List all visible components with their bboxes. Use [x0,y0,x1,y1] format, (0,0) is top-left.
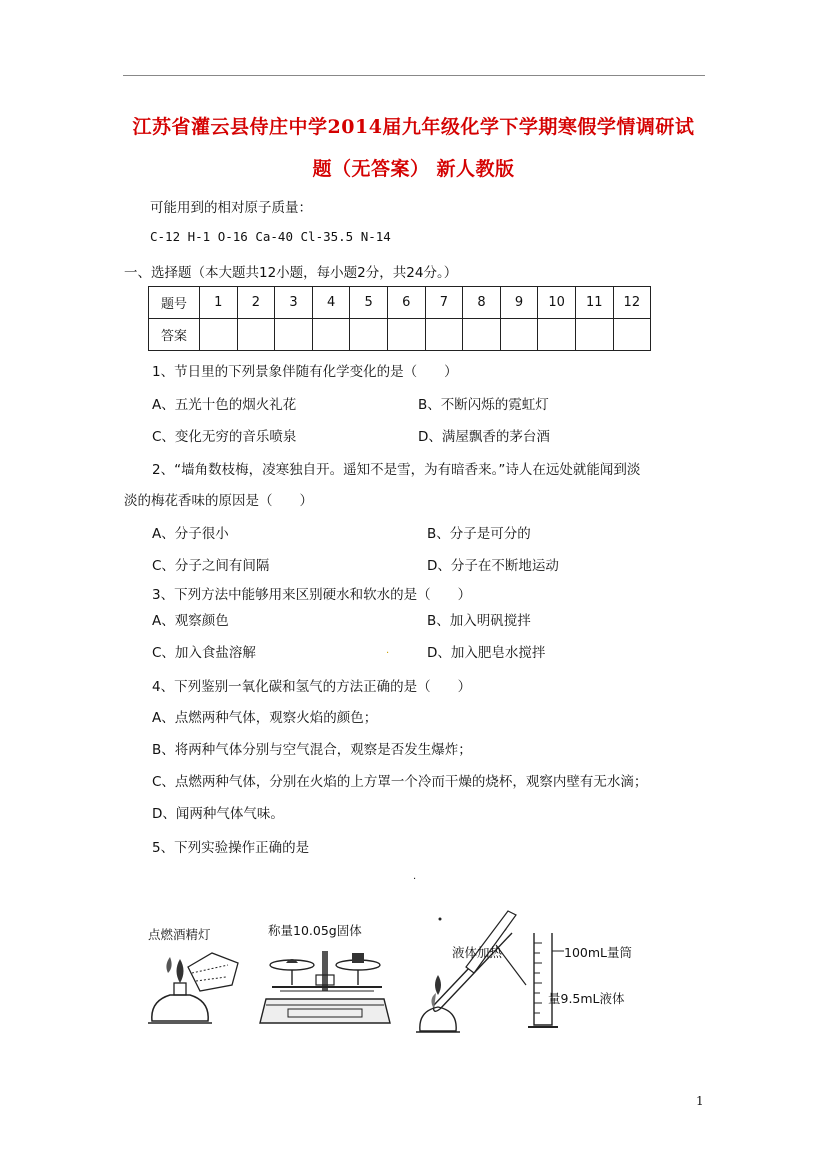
answer-table-answer-row [149,319,651,351]
q1-option-b: B、不断闪烁的霓虹灯 [418,397,549,413]
q4-stem: 4、下列鉴别一氧化碳和氢气的方法正确的是（ ） [152,679,472,695]
q2-stem-line1: 2、“墙角数枝梅，凌寒独自开。遥知不是雪，为有暗香来。”诗人在远处就能闻到淡 [152,462,641,478]
answer-table-number-row [149,287,651,319]
stray-dot: . [413,871,417,882]
answer-table-number: 5 [350,287,388,319]
q1-option-d: D、满屋飘香的茅台酒 [418,429,550,445]
atomic-mass-label: 可能用到的相对原子质量： [150,200,312,216]
graduated-cylinder-figure [524,929,564,1035]
answer-table-number: 11 [575,287,613,319]
answer-table-number: 7 [425,287,463,319]
alcohol-lamp-lighting-figure [140,943,250,1033]
balance-figure [258,939,398,1035]
fig-a-caption: 点燃酒精灯 [148,927,211,942]
q4-option-a: A、点燃两种气体，观察火焰的颜色； [152,710,378,726]
q2-option-b: B、分子是可分的 [427,526,531,542]
answer-table-number: 12 [613,287,651,319]
answer-cell[interactable] [387,319,425,351]
atomic-mass-values: C-12 H-1 O-16 Ca-40 Cl-35.5 N-14 [150,229,391,244]
answer-table [148,286,651,351]
q2-option-d: D、分子在不断地运动 [427,558,559,574]
q4-option-c: C、点燃两种气体，分别在火焰的上方罩一个冷而干燥的烧杯，观察内壁有无水滴； [152,774,648,790]
page-number: 1 [696,1094,704,1108]
q1-option-a: A、五光十色的烟火礼花 [152,397,297,413]
answer-table-number: 1 [200,287,238,319]
fig-c-caption: 液体加热 [452,945,503,960]
answer-table-number: 6 [387,287,425,319]
answer-table-number: 9 [500,287,538,319]
q4-option-d: D、闻两种气体气味。 [152,806,284,822]
answer-table-number-header: 题号 [149,287,200,319]
answer-cell[interactable] [425,319,463,351]
q4-option-b: B、将两种气体分别与空气混合，观察是否发生爆炸； [152,742,472,758]
header-rule [123,75,705,76]
q3-stem: 3、下列方法中能够用来区别硬水和软水的是（ ） [152,587,472,603]
test-tube-heating-figure [404,905,534,1035]
q1-stem: 1、节日里的下列景象伴随有化学变化的是（ ） [152,364,458,380]
answer-table-number: 4 [312,287,350,319]
q2-option-a: A、分子很小 [152,526,229,542]
answer-table-number: 2 [237,287,275,319]
q2-stem-line2: 淡的梅花香味的原因是（ ） [124,493,313,509]
fig-d-caption-top: 100mL量筒 [564,945,632,960]
answer-cell[interactable] [200,319,238,351]
answer-cell[interactable] [613,319,651,351]
answer-cell[interactable] [237,319,275,351]
answer-table-number: 3 [275,287,313,319]
answer-cell[interactable] [312,319,350,351]
answer-cell[interactable] [350,319,388,351]
document-title-line2: 题（无答案） 新人教版 [312,158,515,180]
q2-option-c: C、分子之间有间隔 [152,558,270,574]
answer-cell[interactable] [500,319,538,351]
fig-b-caption: 称量10.05g固体 [268,923,362,938]
answer-cell[interactable] [575,319,613,351]
answer-cell[interactable] [538,319,576,351]
q3-option-c: C、加入食盐溶解 [152,645,256,661]
document-title-line1: 江苏省灌云县侍庄中学2014届九年级化学下学期寒假学情调研试 [132,116,695,138]
q1-option-c: C、变化无穷的音乐喷泉 [152,429,297,445]
q3-option-d: D、加入肥皂水搅拌 [427,645,546,661]
q3-option-b: B、加入明矾搅拌 [427,613,531,629]
answer-table-answer-header: 答案 [149,319,200,351]
fig-d-caption-bottom: 量9.5mL液体 [548,991,625,1006]
answer-table-number: 8 [463,287,501,319]
q3-option-a: A、观察颜色 [152,613,229,629]
answer-cell[interactable] [275,319,313,351]
answer-table-number: 10 [538,287,576,319]
section1-heading: 一、选择题（本大题共12小题，每小题2分，共24分。） [124,265,458,281]
answer-cell[interactable] [463,319,501,351]
q5-figures [140,905,660,1035]
q5-stem: 5、下列实验操作正确的是 [152,840,310,856]
stray-dot: . [386,645,390,656]
